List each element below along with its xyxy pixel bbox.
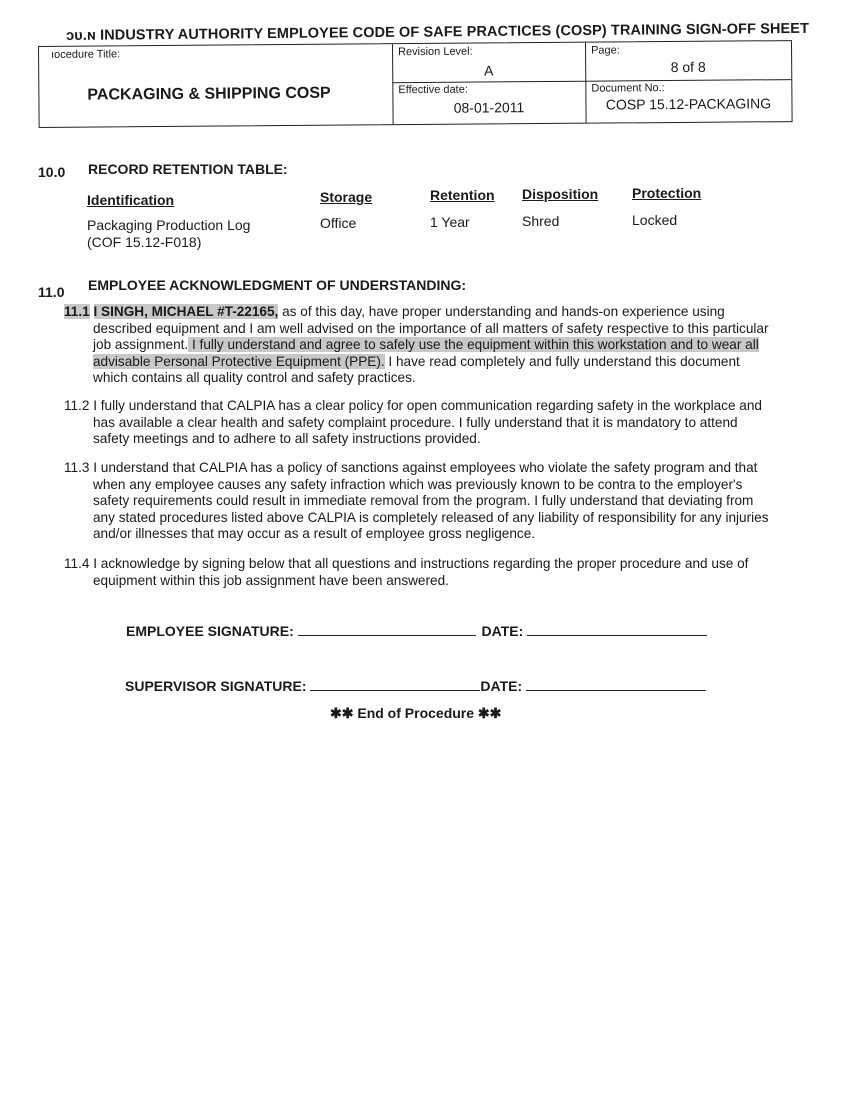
employee-name: I SINGH, MICHAEL #T-22165,	[93, 304, 279, 319]
employee-date-label: DATE:	[481, 623, 524, 639]
page-cell	[585, 41, 791, 82]
p3-line2: when any employee causes any safety infraction which was previously known to be contra to the employer's	[93, 476, 743, 492]
employee-date-line[interactable]	[527, 623, 707, 636]
supervisor-signature-label: SUPERVISOR SIGNATURE:	[125, 678, 307, 694]
p2-line2: has available a clear health and safety complaint procedure. I fully understand that it is mandatory to attend	[93, 414, 738, 430]
paragraph-11-2	[64, 398, 794, 448]
p4-number: 11.4	[64, 556, 90, 571]
revision-cell	[392, 43, 585, 84]
p1-line3b: I fully understand and agree to safely use the equipment within this workstation and to wear all	[188, 337, 759, 352]
col-retention: Retention	[430, 187, 495, 203]
supervisor-signature-row	[125, 678, 706, 694]
cell-retention: 1 Year	[430, 214, 470, 230]
revision-value: A	[483, 62, 494, 79]
document-number-cell	[585, 79, 791, 123]
p4-line1: I acknowledge by signing below that all questions and instructions regarding the proper procedure and use of	[89, 556, 749, 571]
cell-identification-line1: Packaging Production Log	[87, 217, 251, 233]
page-docno-column	[585, 41, 792, 123]
document-number-label: Document No.:	[591, 82, 665, 95]
section-11-title: EMPLOYEE ACKNOWLEDGMENT OF UNDERSTANDING:	[88, 277, 466, 293]
p2-number: 11.2	[64, 398, 90, 413]
supervisor-date-label: DATE:	[480, 678, 523, 694]
procedure-title: PACKAGING & SHIPPING COSP	[87, 84, 331, 104]
p1-line4b: I have read completely and fully understand this document	[384, 353, 740, 369]
col-identification: Identification	[87, 192, 175, 208]
p2-line3: safety meetings and to adhere to all safety instructions provided.	[93, 431, 481, 446]
effective-date-cell	[392, 81, 585, 125]
employee-signature-label: EMPLOYEE SIGNATURE:	[126, 623, 294, 639]
revision-label: Revision Level:	[398, 45, 473, 59]
section-11-number: 11.0	[38, 284, 65, 300]
p1-line1: as of this day, have proper understanding and hands-on experience using	[278, 304, 725, 319]
effective-date-value: 08-01-2011	[453, 99, 525, 116]
supervisor-date-line[interactable]	[526, 678, 706, 691]
page-value: 8 of 8	[670, 58, 706, 76]
p3-line5: and/or illnesses that may occur as a result of employee gross negligence.	[93, 526, 536, 541]
paragraph-11-1	[64, 304, 794, 387]
section-10-title: RECORD RETENTION TABLE:	[88, 161, 288, 177]
p3-number: 11.3	[64, 460, 90, 475]
paragraph-11-3	[64, 460, 794, 543]
p3-line3: safety requirements could result in immediate removal from the program. I fully understand that deviating from	[93, 493, 754, 508]
end-of-procedure: ✱✱ End of Procedure ✱✱	[330, 705, 502, 721]
col-protection: Protection	[632, 185, 702, 201]
effective-date-label: Effective date:	[398, 83, 468, 97]
p4-line2: equipment within this job assignment have been answered.	[93, 572, 449, 588]
cell-storage: Office	[320, 215, 357, 231]
p1-number: 11.1	[64, 304, 90, 319]
p1-line2: described equipment and I am well advised on the importance of all matters of safety respective to this particular	[93, 320, 769, 336]
document-number-value: COSP 15.12-PACKAGING	[605, 95, 772, 113]
revision-effective-column	[392, 43, 587, 125]
p3-line1: I understand that CALPIA has a policy of sanctions against employees who violate the safety program and that	[89, 460, 758, 475]
p1-line4a: advisable Personal Protective Equipment (PPE).	[93, 353, 385, 369]
cell-identification-line2: (COF 15.12-F018)	[87, 234, 202, 250]
p2-line1: I fully understand that CALPIA has a clear policy for open communication regarding safety in the workplace and	[89, 398, 762, 413]
cell-disposition: Shred	[522, 213, 560, 229]
procedure-title-cell	[39, 44, 394, 127]
cell-protection: Locked	[632, 212, 678, 228]
section-10-number: 10.0	[38, 164, 66, 180]
paragraph-11-4	[64, 556, 794, 589]
col-disposition: Disposition	[522, 186, 599, 202]
header-table	[38, 40, 793, 128]
supervisor-signature-line[interactable]	[310, 678, 480, 691]
p1-line3a: job assignment.	[93, 337, 189, 352]
document-heading: ɔᴜ.ɴ INDUSTRY AUTHORITY EMPLOYEE CODE OF SAFE PRACTICES (COSP) TRAINING SIGN-OFF SHEET	[66, 20, 810, 44]
col-storage: Storage	[320, 189, 373, 205]
p1-line5: which contains all quality control and safety practices.	[93, 370, 416, 385]
employee-signature-line[interactable]	[298, 623, 476, 636]
employee-signature-row	[126, 623, 707, 639]
procedure-title-label: ıocedure Title:	[51, 48, 121, 61]
page-label: Page:	[591, 44, 620, 57]
p3-line4: any stated procedures listed above CALPIA is completely released of any liability of responsibility for any injuries	[93, 509, 769, 525]
